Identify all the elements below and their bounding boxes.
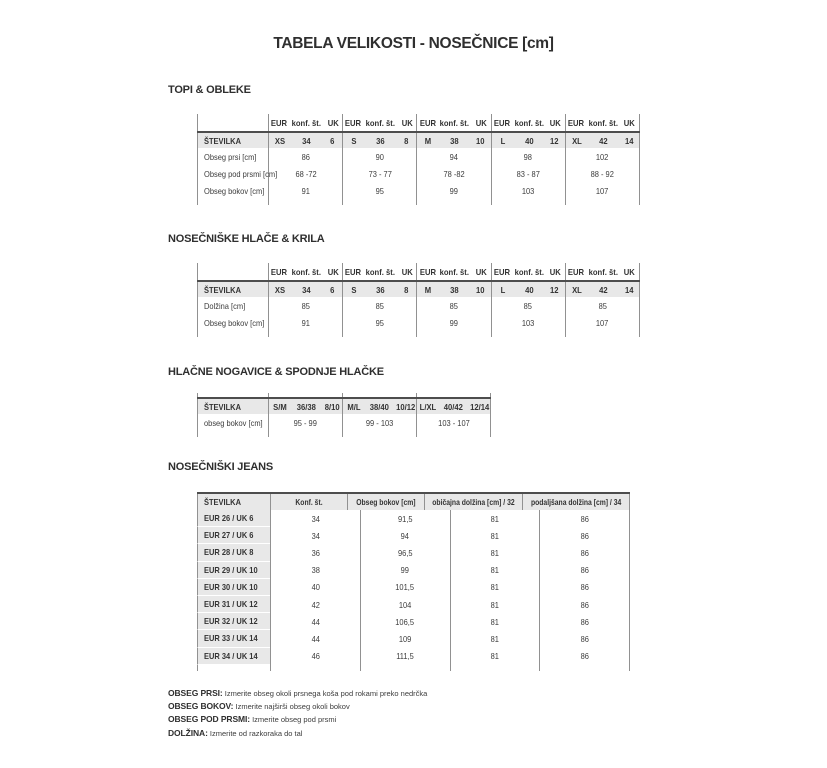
size-value: 40 <box>524 284 534 295</box>
size-value: 14 <box>624 284 634 295</box>
measure-value: 95 - 99 <box>268 414 342 431</box>
measure-value: 98 <box>491 148 565 165</box>
size-value: XL <box>571 284 582 295</box>
size-row <box>197 131 640 148</box>
jeans-value: 44 <box>270 630 360 647</box>
measure-value: 90 <box>342 148 416 165</box>
column-header: običajna dolžina [cm] / 32 <box>424 494 522 510</box>
unit-header-group <box>416 114 490 131</box>
spacer-cell <box>539 665 630 671</box>
size-value: 8/10 <box>324 401 340 412</box>
spacer-cell <box>268 199 342 205</box>
jeans-value: 44 <box>270 613 360 630</box>
unit-label: konf. št. <box>291 117 322 128</box>
measure-value: 107 <box>565 182 640 199</box>
spacer-cell <box>450 665 540 671</box>
size-value: 42 <box>598 284 608 295</box>
jeans-value: 38 <box>270 562 360 579</box>
size-value: M <box>425 284 432 295</box>
tights-underwear-table <box>197 393 491 437</box>
table-bottom-overhang-row <box>197 331 640 337</box>
unit-label: UK <box>327 117 339 128</box>
unit-header-spacer <box>197 263 268 280</box>
jeans-value: 81 <box>450 648 540 665</box>
section-heading-pants-skirts: NOSEČNIŠKE HLAČE & KRILA <box>168 233 325 245</box>
unit-label: EUR <box>419 266 436 277</box>
size-value: 12 <box>550 284 559 295</box>
measure-value: 88 - 92 <box>565 165 640 182</box>
section-heading-tights-underwear: HLAČNE NOGAVICE & SPODNJE HLAČKE <box>168 366 384 378</box>
jeans-table <box>197 492 630 671</box>
jeans-size-label: EUR 30 / UK 10 <box>197 579 270 596</box>
unit-label: konf. št. <box>440 266 470 277</box>
note-label: OBSEG POD PRSMI: <box>168 714 250 725</box>
measure-value: 85 <box>342 297 416 314</box>
jeans-value: 81 <box>450 562 540 579</box>
tops-dresses-table <box>197 114 640 205</box>
column-header: podaljšana dolžina [cm] / 34 <box>522 494 630 510</box>
note-text: Izmerite obseg okoli prsnega koša pod rokami preko nedrčka <box>224 689 428 698</box>
unit-header-row <box>197 114 640 131</box>
jeans-value: 109 <box>360 630 450 647</box>
size-group <box>416 282 490 297</box>
size-value: M/L <box>346 401 361 412</box>
spacer-cell <box>360 665 450 671</box>
table-bottom-overhang-row <box>197 431 491 437</box>
size-value: L <box>500 284 505 295</box>
size-group <box>342 399 416 414</box>
jeans-value: 86 <box>539 648 630 665</box>
jeans-value: 111,5 <box>360 648 450 665</box>
size-value: 38 <box>450 284 459 295</box>
jeans-data-row <box>197 510 630 527</box>
jeans-value: 81 <box>450 579 540 596</box>
jeans-value: 81 <box>450 544 540 561</box>
unit-label: konf. št. <box>514 117 544 128</box>
jeans-size-label: EUR 28 / UK 8 <box>197 544 270 561</box>
measure-row <box>197 414 491 431</box>
measure-row <box>197 314 640 331</box>
spacer-cell <box>342 199 416 205</box>
measure-value: 95 <box>342 314 416 331</box>
measure-value: 83 - 87 <box>491 165 565 182</box>
jeans-value: 34 <box>270 510 360 527</box>
size-row <box>197 397 491 414</box>
size-row-label: ŠTEVILKA <box>197 399 268 414</box>
unit-label: EUR <box>493 266 510 277</box>
size-value: L <box>500 135 505 146</box>
unit-label: EUR <box>567 117 584 128</box>
unit-label: UK <box>401 266 413 277</box>
spacer-cell <box>416 199 490 205</box>
spacer-cell <box>197 665 270 671</box>
unit-label: konf. št. <box>365 266 396 277</box>
size-value: 34 <box>302 135 311 146</box>
size-group <box>491 133 565 148</box>
spacer-cell <box>416 331 490 337</box>
measure-value: 94 <box>416 148 490 165</box>
column-header: Konf. št. <box>270 494 347 510</box>
note-label: OBSEG BOKOV: <box>168 701 234 712</box>
jeans-value: 91,5 <box>360 510 450 527</box>
size-value: L/XL <box>419 401 436 412</box>
page-title: TABELA VELIKOSTI - NOSEČNICE [cm] <box>273 35 554 52</box>
measure-value: 73 - 77 <box>342 165 416 182</box>
jeans-data-row <box>197 596 630 613</box>
jeans-data-row <box>197 648 630 665</box>
spacer-cell <box>197 393 268 397</box>
unit-label: konf. št. <box>291 266 322 277</box>
size-group <box>491 282 565 297</box>
measure-value: 103 - 107 <box>416 414 491 431</box>
size-value: 40 <box>524 135 534 146</box>
jeans-size-label: EUR 31 / UK 12 <box>197 596 270 613</box>
measure-row <box>197 297 640 314</box>
note-line-hips <box>168 700 427 713</box>
jeans-value: 86 <box>539 613 630 630</box>
unit-header-group <box>565 114 640 131</box>
size-value: 40/42 <box>444 401 464 412</box>
spacer-cell <box>342 431 416 437</box>
size-group <box>342 282 416 297</box>
size-value: 36 <box>376 284 385 295</box>
measure-value: 85 <box>491 297 565 314</box>
jeans-size-label: EUR 33 / UK 14 <box>197 630 270 647</box>
jeans-value: 94 <box>360 527 450 544</box>
size-group <box>565 133 640 148</box>
measure-value: 103 <box>491 182 565 199</box>
jeans-value: 106,5 <box>360 613 450 630</box>
jeans-data-row <box>197 613 630 630</box>
measure-value: 86 <box>268 148 342 165</box>
jeans-value: 104 <box>360 596 450 613</box>
size-value: S <box>351 284 357 295</box>
measure-value: 102 <box>565 148 640 165</box>
size-group <box>416 133 490 148</box>
note-text: Izmerite obseg pod prsmi <box>252 715 337 725</box>
measure-value: 85 <box>416 297 490 314</box>
table-bottom-overhang-row <box>197 665 630 671</box>
jeans-value: 96,5 <box>360 544 450 561</box>
jeans-value: 40 <box>270 579 360 596</box>
note-line-underbust <box>168 713 427 726</box>
size-group <box>268 282 342 297</box>
size-value: S/M <box>273 401 287 412</box>
unit-label: EUR <box>493 117 510 128</box>
unit-label: UK <box>327 266 339 277</box>
measure-label: Obseg bokov [cm] <box>197 182 268 199</box>
measure-value: 99 <box>416 182 490 199</box>
size-value: 14 <box>624 135 634 146</box>
jeans-value: 86 <box>539 510 630 527</box>
jeans-data-row <box>197 544 630 561</box>
unit-label: konf. št. <box>514 266 544 277</box>
unit-header-group <box>342 263 416 280</box>
measure-row <box>197 148 640 165</box>
jeans-value: 86 <box>539 579 630 596</box>
spacer-cell <box>342 331 416 337</box>
column-header: Obseg bokov [cm] <box>347 494 424 510</box>
table-bottom-overhang-row <box>197 199 640 205</box>
note-line-length <box>168 727 427 740</box>
measure-row <box>197 165 640 182</box>
size-value: 10 <box>476 135 485 146</box>
measure-value: 91 <box>268 182 342 199</box>
jeans-value: 81 <box>450 630 540 647</box>
spacer-cell <box>565 331 640 337</box>
jeans-value: 86 <box>539 562 630 579</box>
note-text: Izmerite najširši obseg okoli bokov <box>235 702 350 712</box>
unit-label: EUR <box>270 266 288 277</box>
size-value: 12 <box>550 135 559 146</box>
size-group <box>268 133 342 148</box>
unit-label: UK <box>624 117 636 128</box>
spacer-cell <box>270 665 360 671</box>
measure-value: 85 <box>565 297 640 314</box>
unit-header-group <box>342 114 416 131</box>
measure-value: 107 <box>565 314 640 331</box>
size-value: 36/38 <box>296 401 316 412</box>
measure-value: 78 -82 <box>416 165 490 182</box>
jeans-value: 46 <box>270 648 360 665</box>
jeans-header-row <box>197 492 630 510</box>
jeans-value: 42 <box>270 596 360 613</box>
unit-label: UK <box>549 266 562 277</box>
measure-value: 68 -72 <box>268 165 342 182</box>
jeans-value: 34 <box>270 527 360 544</box>
jeans-value: 86 <box>539 630 630 647</box>
jeans-data-row <box>197 562 630 579</box>
jeans-value: 36 <box>270 544 360 561</box>
spacer-cell <box>197 199 268 205</box>
jeans-data-row <box>197 630 630 647</box>
spacer-cell <box>416 393 491 397</box>
size-value: XL <box>571 135 582 146</box>
size-value: 38 <box>450 135 459 146</box>
spacer-cell <box>197 331 268 337</box>
spacer-cell <box>416 431 491 437</box>
measure-value: 95 <box>342 182 416 199</box>
unit-label: UK <box>475 266 487 277</box>
jeans-value: 99 <box>360 562 450 579</box>
size-value: XS <box>274 284 286 295</box>
jeans-value: 81 <box>450 510 540 527</box>
unit-header-group <box>268 114 342 131</box>
section-heading-tops-dresses: TOPI & OBLEKE <box>168 84 251 96</box>
unit-header-group <box>491 114 565 131</box>
size-value: 8 <box>404 284 409 295</box>
note-label: DOLŽINA: <box>168 727 208 738</box>
unit-label: EUR <box>419 117 436 128</box>
spacer-cell <box>268 431 342 437</box>
unit-label: EUR <box>567 266 584 277</box>
size-value: 10/12 <box>396 401 416 412</box>
size-value: 8 <box>404 135 409 146</box>
jeans-data-row <box>197 579 630 596</box>
unit-header-group <box>491 263 565 280</box>
note-line-chest <box>168 687 427 700</box>
unit-label: EUR <box>270 117 288 128</box>
unit-label: UK <box>549 117 562 128</box>
spacer-cell <box>342 393 416 397</box>
size-value: M <box>425 135 432 146</box>
pants-skirts-table <box>197 263 640 337</box>
unit-label: konf. št. <box>588 266 618 277</box>
size-value: 10 <box>476 284 485 295</box>
unit-header-spacer <box>197 114 268 131</box>
size-value: 12/14 <box>470 401 490 412</box>
jeans-size-label: EUR 26 / UK 6 <box>197 510 270 527</box>
jeans-size-label: EUR 34 / UK 14 <box>197 648 270 665</box>
jeans-size-label: EUR 32 / UK 12 <box>197 613 270 630</box>
size-row <box>197 280 640 297</box>
measure-value: 103 <box>491 314 565 331</box>
column-header: ŠTEVILKA <box>197 494 270 510</box>
jeans-size-label: EUR 29 / UK 10 <box>197 562 270 579</box>
size-value: 6 <box>329 135 335 146</box>
size-group <box>416 399 491 414</box>
size-row-label: ŠTEVILKA <box>197 282 268 297</box>
spacer-cell <box>197 431 268 437</box>
spacer-cell <box>491 199 565 205</box>
unit-header-group <box>268 263 342 280</box>
jeans-value: 81 <box>450 613 540 630</box>
spacer-cell <box>491 331 565 337</box>
unit-label: EUR <box>345 117 362 128</box>
unit-label: UK <box>401 117 413 128</box>
note-label: OBSEG PRSI: <box>168 688 223 698</box>
measure-value: 99 - 103 <box>342 414 416 431</box>
jeans-value: 81 <box>450 527 540 544</box>
measure-value: 99 <box>416 314 490 331</box>
size-group <box>565 282 640 297</box>
spacer-cell <box>565 199 640 205</box>
size-value: 42 <box>598 135 608 146</box>
size-value: 34 <box>302 284 311 295</box>
unit-label: EUR <box>345 266 362 277</box>
measure-label: Obseg pod prsmi [cm] <box>197 165 268 182</box>
measure-label: Obseg prsi [cm] <box>197 148 268 165</box>
size-value: S <box>351 135 357 146</box>
spacer-cell <box>268 331 342 337</box>
jeans-value: 101,5 <box>360 579 450 596</box>
size-value: 6 <box>329 284 335 295</box>
jeans-value: 86 <box>539 527 630 544</box>
measurement-notes <box>168 687 427 740</box>
jeans-value: 86 <box>539 596 630 613</box>
unit-label: konf. št. <box>588 117 618 128</box>
unit-label: konf. št. <box>365 117 396 128</box>
unit-label: UK <box>475 117 487 128</box>
measure-value: 91 <box>268 314 342 331</box>
jeans-data-row <box>197 527 630 544</box>
measure-label: Dolžina [cm] <box>197 297 268 314</box>
measure-label: obseg bokov [cm] <box>197 414 268 431</box>
table-top-overhang-row <box>197 393 491 397</box>
unit-header-row <box>197 263 640 280</box>
unit-header-group <box>565 263 640 280</box>
section-heading-jeans: NOSEČNIŠKI JEANS <box>168 461 273 473</box>
size-group <box>268 399 342 414</box>
size-group <box>342 133 416 148</box>
size-row-label: ŠTEVILKA <box>197 133 268 148</box>
jeans-size-label: EUR 27 / UK 6 <box>197 527 270 544</box>
measure-value: 85 <box>268 297 342 314</box>
jeans-value: 81 <box>450 596 540 613</box>
jeans-value: 86 <box>539 544 630 561</box>
measure-row <box>197 182 640 199</box>
size-value: 38/40 <box>370 401 390 412</box>
size-value: 36 <box>376 135 385 146</box>
note-text: Izmerite od razkoraka do tal <box>209 728 303 738</box>
unit-label: UK <box>624 266 636 277</box>
spacer-cell <box>268 393 342 397</box>
unit-label: konf. št. <box>440 117 470 128</box>
unit-header-group <box>416 263 490 280</box>
measure-label: Obseg bokov [cm] <box>197 314 268 331</box>
size-value: XS <box>274 135 286 146</box>
